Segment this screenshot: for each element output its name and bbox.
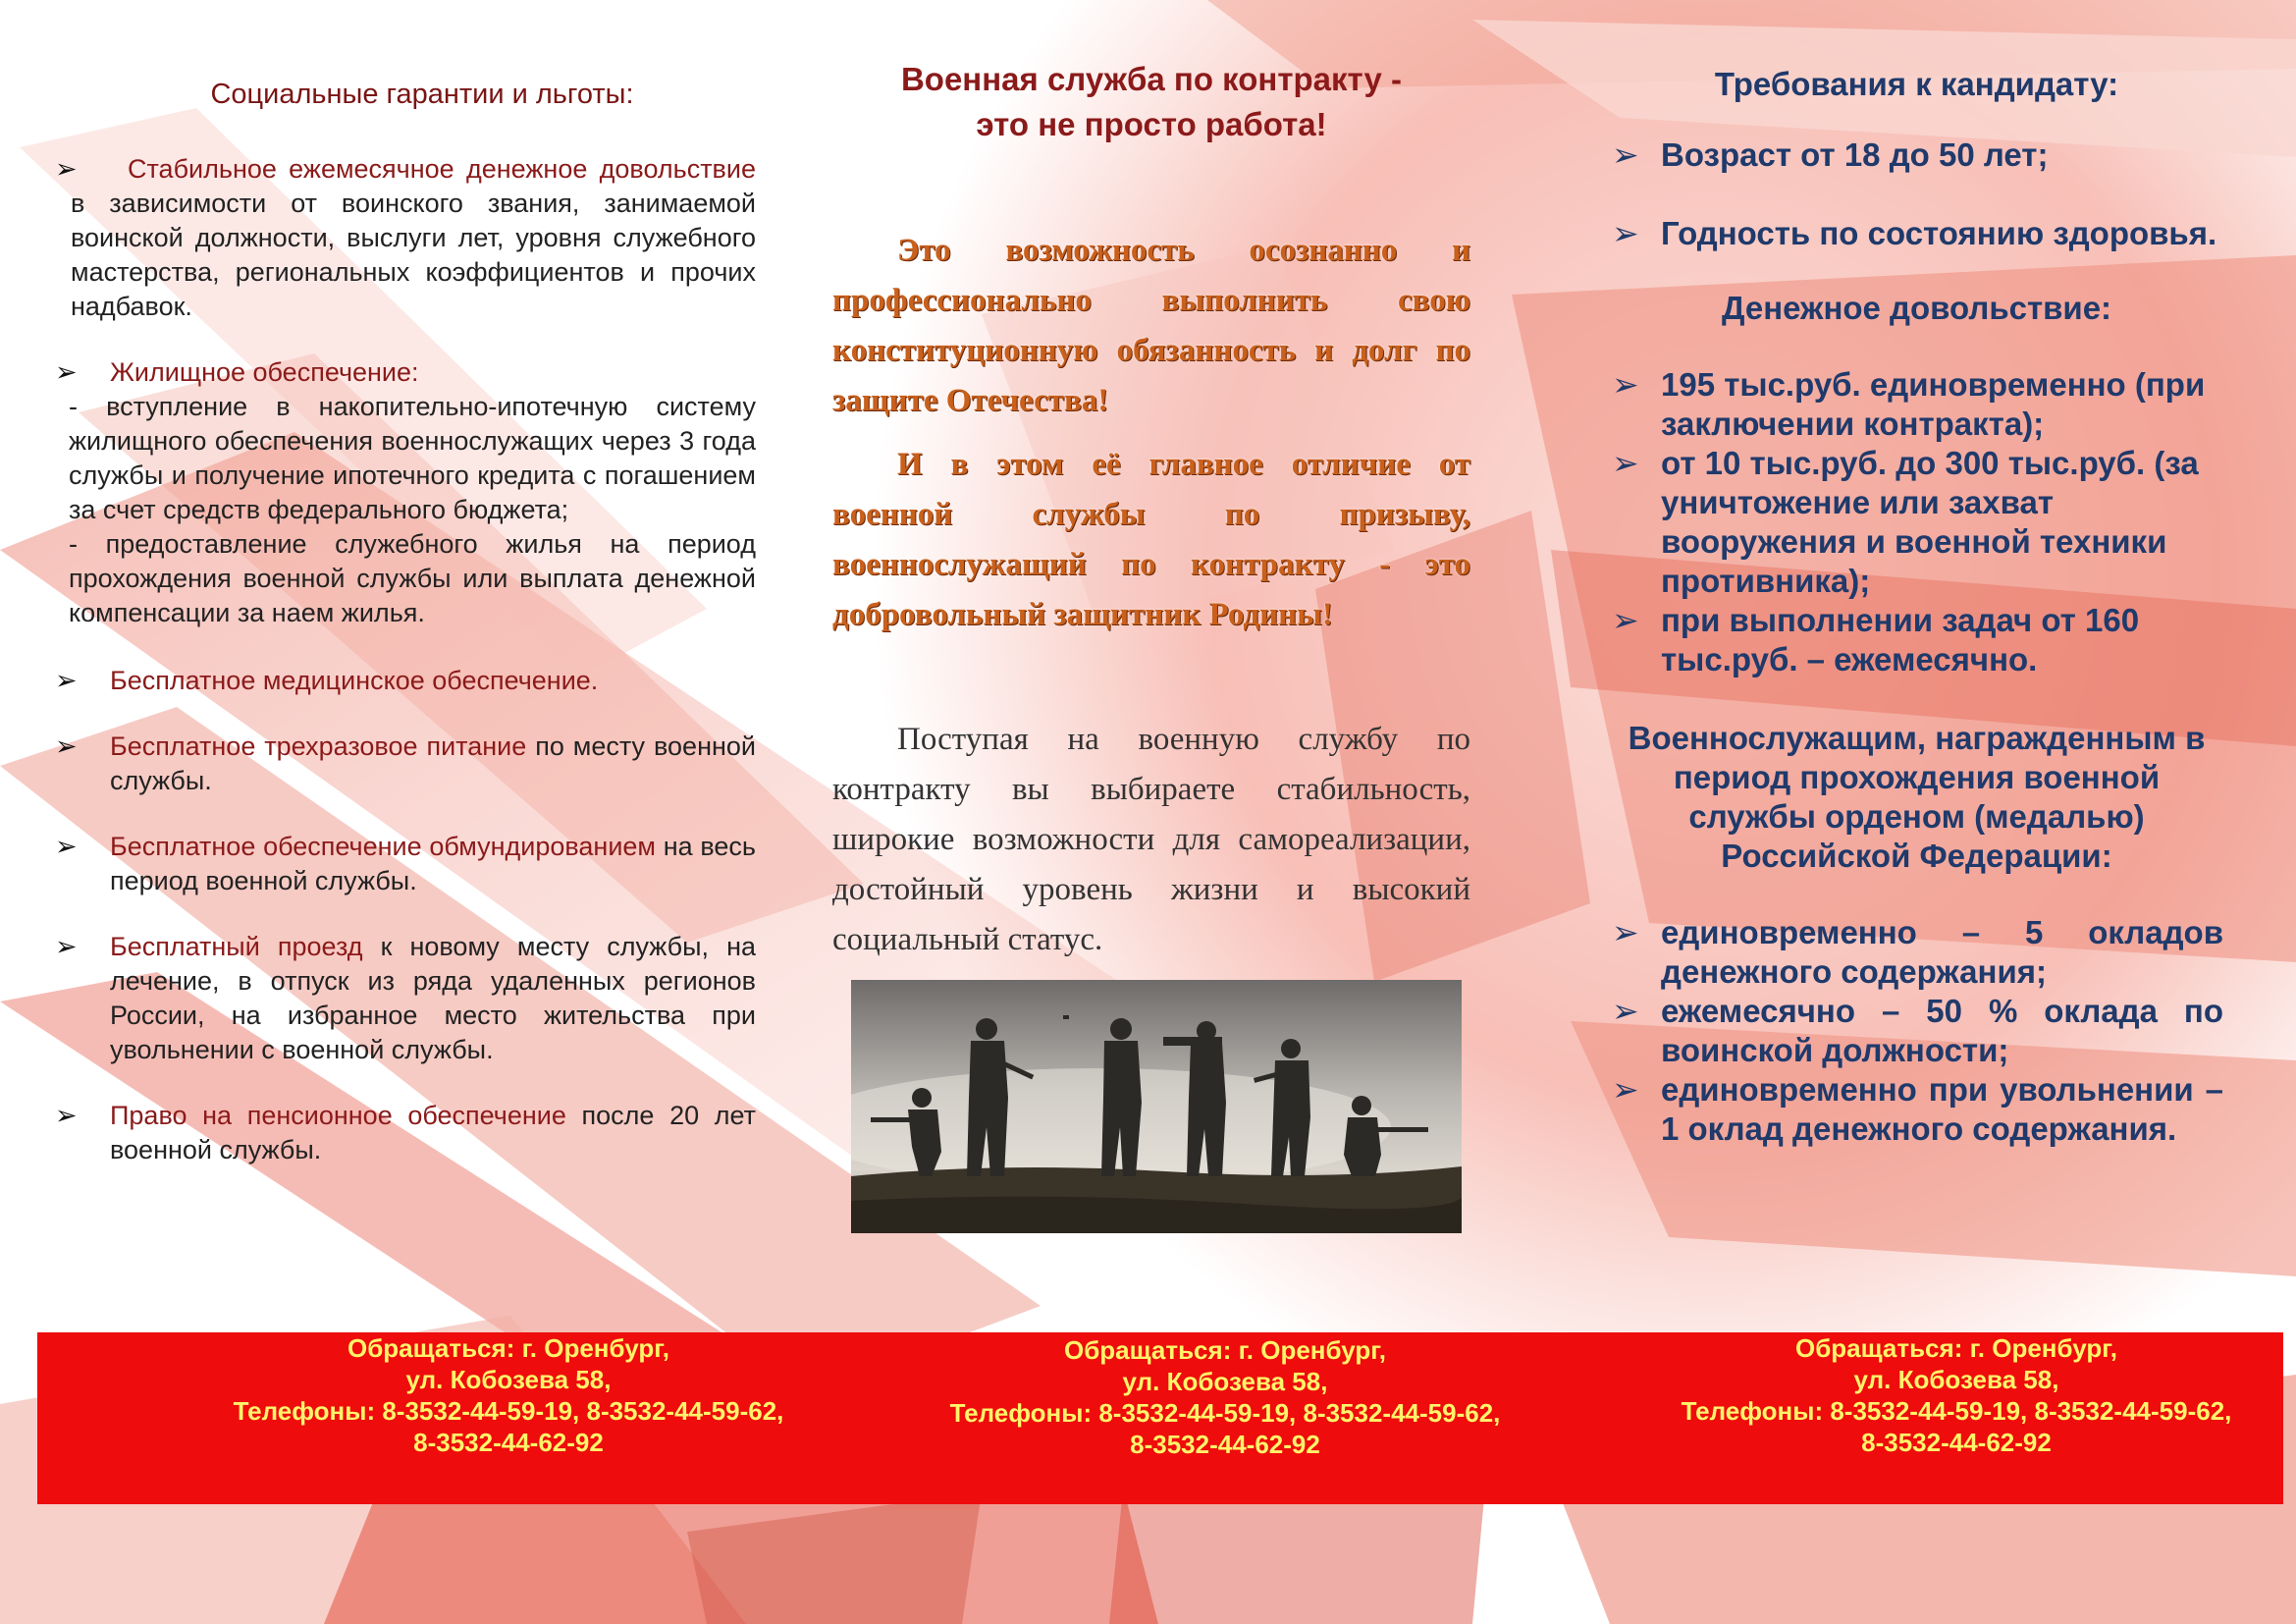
opportunity-paragraph: Это возможность осознанно и профессионально выполнить свою конституционную обязанность и долг по защите Отечества! [832,233,1470,418]
arrow-bullet-icon: ➢ [1612,993,1639,1029]
list-item [49,664,756,698]
arrow-bullet-icon: ➢ [55,666,78,695]
left-column [49,79,756,1199]
right-column [1610,65,2223,1149]
arrow-bullet-icon: ➢ [1612,914,1639,950]
soldiers-photo [851,980,1462,1233]
award-item [1610,1070,2223,1149]
requirement-text: Возраст от 18 до 50 лет; [1661,136,2049,173]
body-paragraph: Поступая на военную службу по контракту вы выбираете стабильность, широкие возможности для самореализации, достойный уровень жизни и высокий социальный статус. [832,722,1470,957]
contact-line: Телефоны: 8-3532-44-59-19, 8-3532-44-59-62, [1681,1396,2232,1426]
soldiers-silhouette-image [851,980,1462,1233]
contact-block-left [155,1332,862,1458]
contact-line: 8-3532-44-62-92 [1130,1430,1320,1459]
award-text: единовременно при увольнении – 1 оклад денежного содержания. [1661,1071,2223,1147]
item-highlight: Бесплатное обеспечение обмундированием [110,832,656,861]
arrow-bullet-icon: ➢ [55,154,78,184]
pay-text: 195 тыс.руб. единовременно (при заключении контракта); [1661,366,2206,442]
arrow-bullet-icon: ➢ [1612,602,1639,638]
contact-line: ул. Кобозева 58, [1122,1367,1328,1396]
requirements-heading: Требования к кандидату: [1714,66,2119,102]
award-text: ежемесячно – 50 % оклада по воинской должности; [1661,993,2223,1068]
list-item [49,830,756,898]
requirement-item [1610,135,2223,175]
requirement-item [1610,214,2223,253]
item-text: по месту военной службы. [110,731,756,795]
item-text: к новому месту службы, на лечение, в отпуск из ряда удаленных регионов России, на избранное место жительства при увольнении с военной службы. [110,932,757,1064]
award-heading: Военнослужащим, награжденным в период прохождения военной службы орденом (медалью) Российской Федерации: [1628,720,2206,874]
item-highlight: Стабильное ежемесячное денежное довольствие [128,154,756,184]
housing-sub-item: - предоставление служебного жилья на период прохождения военной службы или выплата денежной компенсации за наем жилья. [69,529,756,627]
contact-line: 8-3532-44-62-92 [1861,1428,2052,1457]
list-item [49,730,756,798]
pay-heading: Денежное довольствие: [1721,290,2112,326]
pay-text: от 10 тыс.руб. до 300 тыс.руб. (за уничтожение или захват вооружения и военной техники противника); [1661,445,2199,599]
list-item [49,930,756,1067]
item-highlight: Бесплатное медицинское обеспечение. [110,666,599,695]
contact-line: ул. Кобозева 58, [1853,1365,2059,1394]
housing-sub-item: - вступление в накопительно-ипотечную систему жилищного обеспечения военнослужащих через 3 года службы и получение ипотечного кредита с погашением за счет средств федерального бюджета; [69,392,756,524]
award-item [1610,992,2223,1070]
item-highlight: Жилищное обеспечение: [110,357,419,387]
arrow-bullet-icon: ➢ [1612,215,1639,251]
contact-line: ул. Кобозева 58, [405,1365,612,1394]
contact-line: 8-3532-44-62-92 [413,1428,604,1457]
award-text: единовременно – 5 окладов денежного содержания; [1661,914,2223,990]
arrow-bullet-icon: ➢ [55,731,78,761]
item-highlight: Право на пенсионное обеспечение [110,1101,566,1130]
social-guarantees-heading: Социальные гарантии и льготы: [210,79,634,110]
list-item [49,355,756,630]
item-highlight: Бесплатное трехразовое питание [110,731,527,761]
pay-item [1610,365,2223,444]
contact-line: Телефоны: 8-3532-44-59-19, 8-3532-44-59-62, [233,1396,784,1426]
requirement-text: Годность по состоянию здоровья. [1661,215,2217,251]
contact-footer [37,1332,2283,1504]
main-title-line-2: это не просто работа! [976,106,1327,142]
item-text: в зависимости от воинского звания, занимаемой воинской должности, выслуги лет, уровня служебного мастерства, региональных коэффициентов и прочих надбавок. [71,189,756,321]
contact-line: Обращаться: г. Оренбург, [1795,1333,2117,1363]
contact-line: Телефоны: 8-3532-44-59-19, 8-3532-44-59-62, [949,1398,1501,1428]
middle-column [832,57,1470,965]
main-title-line-1: Военная служба по контракту - [900,61,1403,97]
arrow-bullet-icon: ➢ [55,1101,78,1130]
arrow-bullet-icon: ➢ [1612,445,1639,481]
item-text: на весь период военной службы. [110,832,756,895]
arrow-bullet-icon: ➢ [1612,366,1639,403]
contact-line: Обращаться: г. Оренбург, [1064,1335,1386,1365]
arrow-bullet-icon: ➢ [55,932,78,961]
item-text: после 20 лет военной службы. [110,1101,757,1164]
pay-item [1610,444,2223,601]
list-item [49,152,756,324]
pay-item [1610,601,2223,679]
award-item [1610,913,2223,992]
arrow-bullet-icon: ➢ [1612,1071,1639,1108]
pay-text: при выполнении задач от 160 тыс.руб. – ежемесячно. [1661,602,2140,677]
arrow-bullet-icon: ➢ [55,832,78,861]
list-item [49,1099,756,1167]
contact-block-middle [872,1334,1578,1460]
arrow-bullet-icon: ➢ [55,357,78,387]
contact-block-right [1603,1332,2296,1458]
arrow-bullet-icon: ➢ [1612,136,1639,173]
contact-line: Обращаться: г. Оренбург, [347,1333,669,1363]
item-highlight: Бесплатный проезд [110,932,363,961]
difference-paragraph: И в этом её главное отличие от военной службы по призыву, военнослужащий по контракту - это добровольный защитник Родины! [832,447,1470,632]
